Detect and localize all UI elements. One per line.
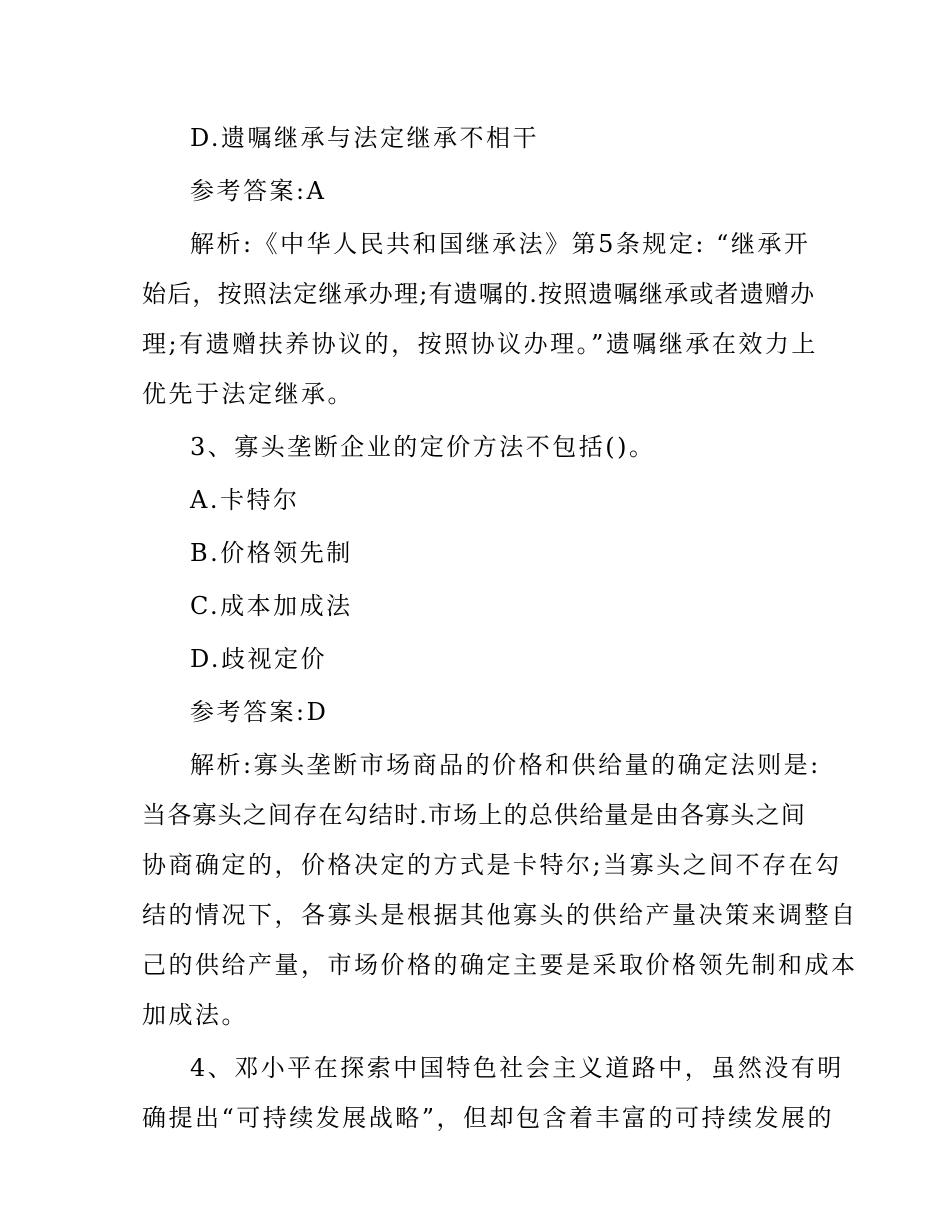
q3-option-c: C.成本加成法: [190, 592, 353, 620]
q2-analysis: [142, 219, 818, 419]
q2-option-d: D.遗嘱继承与法定继承不相干: [190, 124, 540, 152]
q3-analysis-line: 己的供给产量，市场价格的确定主要是采取价格领先制和成本: [142, 951, 858, 979]
q3-option-a: A.卡特尔: [190, 486, 300, 514]
q3-option-d: D.歧视定价: [190, 645, 328, 673]
q3-analysis-line: 解析:寡头垄断市场商品的价格和供给量的确定法则是:: [190, 751, 821, 779]
q3-option-b: B.价格领先制: [190, 539, 353, 567]
q2-analysis-line: 理;有遗赠扶养协议的，按照协议办理。”遗嘱继承在效力上: [142, 330, 818, 358]
q4-question-line: 确提出“可持续发展战略”，但却包含着丰富的可持续发展的: [142, 1104, 835, 1132]
document-body: [142, 113, 858, 1143]
q3-analysis-line: 协商确定的，价格决定的方式是卡特尔;当寡头之间不存在勾: [142, 851, 842, 879]
q3-answer: 参考答案:D: [190, 698, 329, 726]
q3-analysis: [142, 740, 858, 1040]
q2-analysis-line: 解析:《中华人民共和国继承法》第5条规定: “继承开: [190, 230, 811, 258]
q3-analysis-line: 当各寡头之间存在勾结时.市场上的总供给量是由各寡头之间: [142, 801, 807, 829]
q2-answer: 参考答案:A: [190, 177, 327, 205]
q2-analysis-line: 优先于法定继承。: [142, 380, 354, 408]
q3-question: 3、寡头垄断企业的定价方法不包括()。: [190, 433, 656, 461]
q3-analysis-line: 加成法。: [142, 1001, 248, 1029]
q3-analysis-line: 结的情况下，各寡头是根据其他寡头的供给产量决策来调整自: [142, 901, 858, 929]
q4-question-line: 4、邓小平在探索中国特色社会主义道路中，虽然没有明: [190, 1054, 844, 1082]
q2-analysis-line: 始后，按照法定继承办理;有遗嘱的.按照遗嘱继承或者遗赠办: [142, 280, 816, 308]
q4-question: [142, 1043, 844, 1143]
